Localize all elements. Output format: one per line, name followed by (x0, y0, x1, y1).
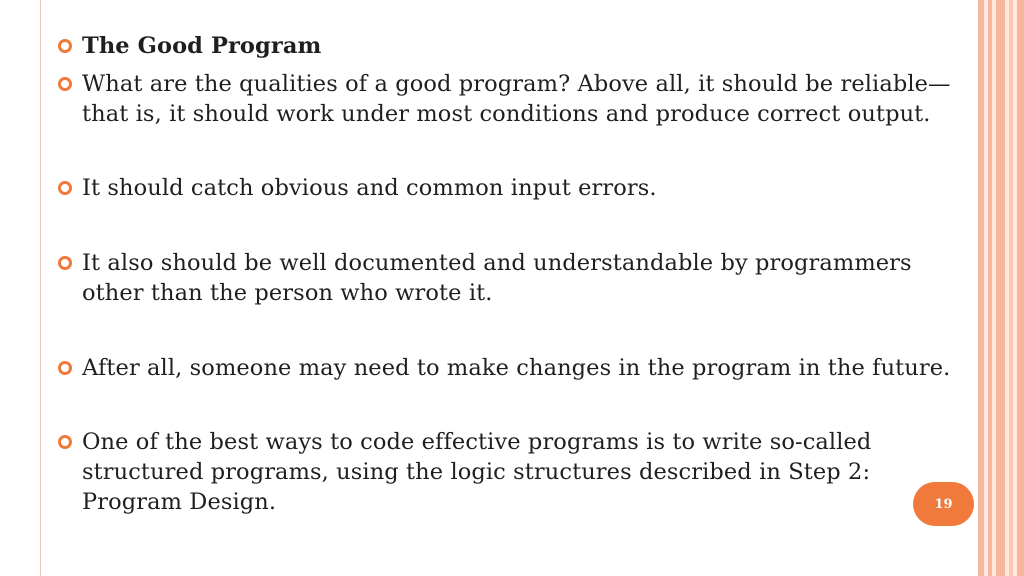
bullet-item-documentation (58, 248, 978, 308)
bullet-text: It should catch obvious and common input errors. (82, 175, 657, 201)
bullet-marker (58, 248, 82, 278)
bullet-item-reliability (58, 69, 978, 129)
bullet-marker (58, 353, 82, 383)
bullet-text: One of the best ways to code effective programs is to write so-called structured programs, using the logic structures described in Step 2: Program Design. (82, 429, 872, 515)
bullet-marker (58, 173, 82, 203)
bullet-text: What are the qualities of a good program? Above all, it should be reliable—that is, it should work under most conditions and produce correct output. (82, 71, 951, 127)
ring-bullet-icon (58, 361, 72, 375)
bullet-heading (58, 31, 978, 61)
slide-heading: The Good Program (82, 33, 322, 59)
stripe (996, 0, 1005, 576)
ring-bullet-icon (58, 77, 72, 91)
ring-bullet-icon (58, 256, 72, 270)
bullet-marker (58, 427, 82, 457)
bullet-item-changes (58, 353, 978, 383)
stripe (988, 0, 992, 576)
right-decorative-stripes (978, 0, 1024, 576)
stripe (978, 0, 984, 576)
bullet-item-structured-programs (58, 427, 978, 517)
bullet-marker (58, 69, 82, 99)
slide-content (58, 0, 978, 576)
stripe (1017, 0, 1024, 576)
page-number-badge: 19 (913, 482, 974, 526)
left-border-line (40, 0, 41, 576)
bullet-text: It also should be well documented and understandable by programmers other than the person who wrote it. (82, 250, 912, 306)
ring-bullet-icon (58, 39, 72, 53)
stripe (1009, 0, 1013, 576)
ring-bullet-icon (58, 181, 72, 195)
bullet-marker (58, 31, 82, 61)
bullet-text: After all, someone may need to make changes in the program in the future. (82, 355, 951, 381)
ring-bullet-icon (58, 435, 72, 449)
bullet-item-input-errors (58, 173, 978, 203)
